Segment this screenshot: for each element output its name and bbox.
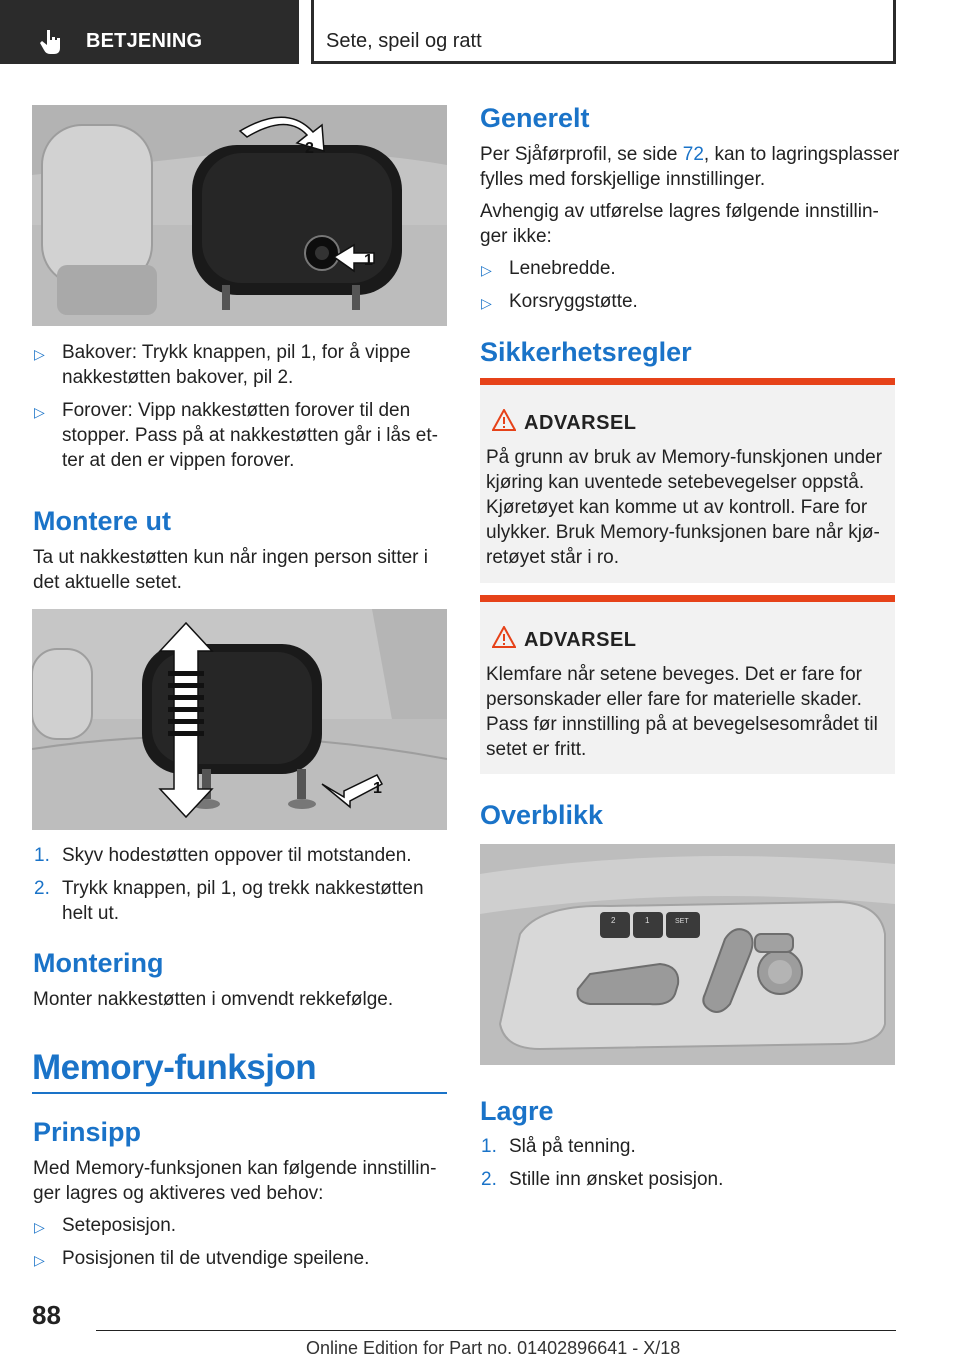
list-item-text: stopper. Pass på at nakkestøtten går i lås et-	[62, 425, 438, 446]
paragraph-line: Med Memory-funksjonen kan følgende innstillin-	[33, 1158, 437, 1179]
paragraph-line: Ta ut nakkestøtten kun når ingen person sitter i	[33, 547, 428, 568]
warning-line: Klemfare når setene beveges. Det er fare for	[486, 664, 862, 685]
footer-edition-text: Online Edition for Part no. 01402896641 - X/18	[306, 1338, 681, 1358]
heading-lagre: Lagre	[480, 1096, 554, 1126]
list-item	[481, 1167, 723, 1192]
list-item-text: Bakover: Trykk knappen, pil 1, for å vippe	[62, 342, 411, 363]
list-item-text: helt ut.	[62, 903, 120, 924]
paragraph-line: det aktuelle setet.	[33, 572, 182, 593]
memory-button-label-2: 2	[611, 916, 616, 925]
paragraph-line: ger lagres og aktiveres ved behov:	[33, 1183, 324, 1204]
heading-overblikk: Overblikk	[480, 800, 604, 830]
paragraph-line: ger ikke:	[480, 226, 552, 247]
list-item-text: Skyv hodestøtten oppover til motstanden.	[62, 845, 412, 866]
list-item	[34, 340, 438, 390]
list-item	[34, 1213, 369, 1238]
hand-pointer-icon	[36, 26, 66, 56]
warning-text	[486, 445, 882, 570]
photo1-arrow-label-1: 1	[364, 252, 373, 269]
warning-line: På grunn av bruk av Memory-funskjonen under	[486, 447, 883, 468]
seat-controls-photo	[480, 844, 895, 1065]
page-reference-link[interactable]: 72	[682, 144, 704, 165]
list-item-text: Stille inn ønsket posisjon.	[509, 1169, 724, 1190]
seat-controls-illustration	[480, 844, 895, 1065]
list-item-text: nakkestøtten bakover, pil 2.	[62, 367, 294, 388]
step-number: 1.	[34, 845, 50, 866]
warning-line: personskader eller fare for materielle skader.	[486, 689, 862, 710]
warning-line: kjøring kan uventede setebevegelser oppstå.	[486, 472, 865, 493]
heading-rule	[32, 1092, 447, 1094]
photo1-arrow-label-2: 2	[305, 140, 314, 157]
footer-rule	[96, 1330, 896, 1331]
headrest-tilt-illustration	[32, 105, 447, 326]
bullet-triangle-icon: ▷	[34, 404, 45, 420]
heading-memory-funksjon: Memory-funksjon	[32, 1048, 317, 1087]
warning-line: Pass før innstilling på at bevegelsesområdet til	[486, 714, 878, 735]
memory-button-label-1: 1	[645, 916, 650, 925]
photo2-arrow-label-1: 1	[373, 780, 382, 797]
paragraph-generelt-1	[480, 142, 899, 192]
warning-triangle-icon	[492, 626, 516, 648]
warning-line: setet er fritt.	[486, 739, 587, 760]
list-item	[481, 289, 638, 314]
heading-montere-ut: Montere ut	[33, 506, 171, 536]
heading-prinsipp: Prinsipp	[33, 1117, 142, 1147]
headrest-removal-photo	[32, 609, 447, 830]
heading-sikkerhetsregler: Sikkerhetsregler	[480, 337, 692, 367]
list-item	[481, 256, 638, 281]
list-item-text: ter at den er vippen forover.	[62, 450, 295, 471]
section-title: Sete, speil og ratt	[326, 30, 482, 52]
step-number: 2.	[481, 1169, 497, 1190]
bullet-list-memory	[34, 1213, 369, 1271]
bullet-triangle-icon: ▷	[34, 346, 45, 362]
chapter-label: BETJENING	[86, 30, 203, 52]
list-item-text: Korsryggstøtte.	[509, 291, 638, 312]
bullet-triangle-icon: ▷	[481, 295, 492, 311]
paragraph-montere-ut	[33, 545, 428, 595]
list-item-text: Lenebredde.	[509, 258, 616, 279]
list-item-text: Slå på tenning.	[509, 1136, 636, 1157]
warning-line: Kjøretøyet kan komme ut av kontroll. Fare for	[486, 497, 868, 518]
headrest-removal-illustration	[32, 609, 447, 830]
paragraph-line	[480, 142, 899, 167]
list-item	[34, 1246, 369, 1271]
heading-generelt: Generelt	[480, 103, 590, 133]
warning-title: ADVARSEL	[524, 412, 637, 434]
paragraph-generelt-2	[480, 199, 879, 249]
list-item-text: Trykk knappen, pil 1, og trekk nakkestøtten	[62, 878, 424, 899]
list-item	[34, 876, 424, 926]
paragraph-prinsipp	[33, 1156, 436, 1206]
list-item-text: Seteposisjon.	[62, 1215, 177, 1236]
list-item-text: Posisjonen til de utvendige speilene.	[62, 1248, 370, 1269]
bullet-triangle-icon: ▷	[34, 1252, 45, 1268]
warning-title: ADVARSEL	[524, 629, 637, 651]
memory-button-label-set: SET	[675, 918, 689, 925]
list-item	[34, 843, 424, 868]
warning-triangle-icon	[492, 409, 516, 431]
text-segment: , kan to lagringsplasser	[703, 144, 900, 165]
list-item	[481, 1134, 723, 1159]
warning-box-2	[480, 595, 895, 774]
numbered-list-removal	[34, 843, 424, 926]
step-number: 2.	[34, 878, 50, 899]
warning-line: ulykker. Bruk Memory-funksjonen bare når kjø-	[486, 522, 880, 543]
step-number: 1.	[481, 1136, 497, 1157]
text-segment: Per Sjåførprofil, se side	[480, 144, 683, 165]
numbered-list-lagre	[481, 1134, 723, 1192]
paragraph-line: Avhengig av utførelse lagres følgende innstillin-	[480, 201, 879, 222]
paragraph-line: fylles med forskjellige innstillinger.	[480, 169, 766, 190]
headrest-tilt-photo	[32, 105, 447, 326]
page-number: 88	[32, 1300, 61, 1330]
warning-text	[486, 662, 878, 762]
heading-montering: Montering	[33, 948, 164, 978]
bullet-list-tilt	[34, 340, 438, 473]
warning-box-1	[480, 378, 895, 583]
warning-line: retøyet står i ro.	[486, 547, 620, 568]
list-item	[34, 398, 438, 473]
paragraph-montering: Monter nakkestøtten i omvendt rekkefølge.	[33, 989, 394, 1010]
bullet-triangle-icon: ▷	[481, 262, 492, 278]
list-item-text: Forover: Vipp nakkestøtten forover til den	[62, 400, 411, 421]
bullet-triangle-icon: ▷	[34, 1219, 45, 1235]
bullet-list-generelt	[481, 256, 638, 314]
